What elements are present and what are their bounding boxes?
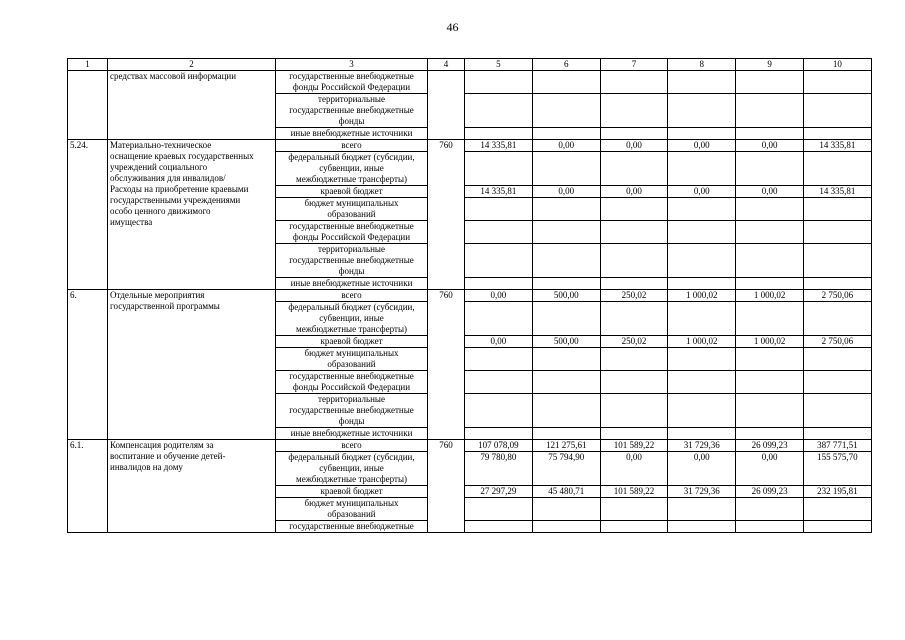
funding-source-line: межбюджетные трансферты) [296,174,407,184]
amount-cell [668,302,736,336]
amount-cell: 101 589,22 [600,486,668,498]
column-number: 3 [276,59,428,71]
funding-source-line: бюджет муниципальных [304,498,399,508]
funding-source-line: фонды [338,416,365,426]
amount-cell: 0,00 [600,452,668,486]
amount-cell [736,302,804,336]
amount-cell [532,94,600,128]
item-code: 6.1. [68,440,108,533]
item-name-line: Материально-техническое [110,140,212,150]
amount-cell [736,128,804,140]
column-number: 2 [108,59,276,71]
amount-cell [803,521,871,533]
amount-cell [736,371,804,394]
amount-cell: 31 729,36 [668,486,736,498]
amount-cell [736,498,804,521]
amount-cell [803,498,871,521]
funding-source-line: фонды Российской Федерации [292,82,411,92]
item-name-line: учреждений социального [110,162,208,172]
funding-source [276,521,428,533]
amount-cell [532,244,600,278]
funding-source [276,71,428,94]
amount-cell [600,371,668,394]
amount-cell [668,498,736,521]
funding-source-line: субвенции, иные [319,163,384,173]
amount-cell [803,428,871,440]
amount-cell: 1 000,02 [736,336,804,348]
amount-cell: 0,00 [465,336,533,348]
amount-cell [600,348,668,371]
amount-cell [600,152,668,186]
funding-source-line: краевой бюджет [320,486,383,496]
budget-table [67,58,872,533]
amount-cell [600,521,668,533]
amount-cell: 0,00 [600,140,668,152]
amount-cell [465,198,533,221]
amount-cell [532,348,600,371]
item-name [108,140,276,290]
amount-cell [465,394,533,428]
amount-cell [465,278,533,290]
funding-source-line: бюджет муниципальных [304,348,399,358]
amount-cell [736,521,804,533]
amount-cell [465,94,533,128]
amount-cell [803,394,871,428]
funding-source-line: государственные внебюджетные [289,255,414,265]
amount-cell [803,371,871,394]
amount-cell [668,521,736,533]
amount-cell [465,71,533,94]
column-number: 5 [465,59,533,71]
item-code: 6. [68,290,108,440]
amount-cell [668,94,736,128]
amount-cell [668,221,736,244]
amount-cell [600,71,668,94]
amount-cell [803,198,871,221]
funding-source [276,198,428,221]
amount-cell: 232 195,81 [803,486,871,498]
item-name-line: особо ценного движимого [110,206,211,216]
funding-source-line: субвенции, иные [319,313,384,323]
item-name [108,440,276,533]
amount-cell [803,221,871,244]
amount-cell: 250,02 [600,290,668,302]
funding-source-line: образований [327,509,376,519]
amount-cell: 250,02 [600,336,668,348]
amount-cell [532,221,600,244]
amount-cell [668,371,736,394]
amount-cell [465,428,533,440]
amount-cell [668,428,736,440]
amount-cell [532,152,600,186]
amount-cell [465,128,533,140]
column-number: 4 [428,59,465,71]
column-number-row [68,59,872,71]
amount-cell [736,198,804,221]
funding-source-line: фонды [338,266,365,276]
funding-source [276,452,428,486]
column-number: 8 [668,59,736,71]
amount-cell [803,128,871,140]
column-number: 9 [736,59,804,71]
item-name [108,71,276,140]
unit-code: 760 [428,140,465,290]
amount-cell [465,348,533,371]
amount-cell: 27 297,29 [465,486,533,498]
amount-cell: 0,00 [465,290,533,302]
item-name [108,290,276,440]
amount-cell: 14 335,81 [803,186,871,198]
funding-source-line: краевой бюджет [320,186,383,196]
amount-cell [465,371,533,394]
item-name-line: Расходы на приобретение краевыми [110,184,249,194]
amount-cell [600,394,668,428]
amount-cell [600,498,668,521]
unit-code: 760 [428,440,465,533]
amount-cell: 0,00 [736,452,804,486]
amount-cell: 14 335,81 [803,140,871,152]
amount-cell [736,428,804,440]
funding-source-line: краевой бюджет [320,336,383,346]
amount-cell: 45 480,71 [532,486,600,498]
amount-cell: 121 275,61 [532,440,600,452]
funding-source-line: всего [341,440,362,450]
amount-cell: 0,00 [532,140,600,152]
funding-source [276,244,428,278]
funding-source-line: межбюджетные трансферты) [296,474,407,484]
amount-cell [736,394,804,428]
funding-source [276,498,428,521]
funding-source [276,94,428,128]
amount-cell [600,278,668,290]
funding-source-line: государственные внебюджетные [289,371,414,381]
amount-cell: 75 794,90 [532,452,600,486]
amount-cell [736,348,804,371]
unit-code [428,71,465,140]
amount-cell [668,244,736,278]
funding-source-line: государственные внебюджетные [289,405,414,415]
funding-source [276,394,428,428]
funding-source-line: государственные внебюджетные [289,105,414,115]
funding-source [276,336,428,348]
amount-cell [803,244,871,278]
amount-cell [736,221,804,244]
amount-cell [600,244,668,278]
funding-source [276,140,428,152]
page-number: 46 [446,20,459,34]
item-code: 5.24. [68,140,108,290]
funding-source [276,186,428,198]
amount-cell [803,348,871,371]
amount-cell [465,244,533,278]
item-name-line: Компенсация родителям за [110,440,214,450]
amount-cell [736,94,804,128]
funding-source-line: государственные внебюджетные [289,71,414,81]
funding-source [276,428,428,440]
item-name-line: оснащение краевых государственных [110,151,254,161]
amount-cell [668,278,736,290]
item-name-line: воспитание и обучение детей- [110,451,226,461]
column-number: 10 [803,59,871,71]
amount-cell [532,198,600,221]
funding-source-line: государственные внебюджетные [289,221,414,231]
amount-cell [465,152,533,186]
amount-cell [668,71,736,94]
item-code [68,71,108,140]
funding-source-line: федеральный бюджет (субсидии, [288,302,415,312]
amount-cell [532,71,600,94]
funding-source-line: иные внебюджетные источники [290,278,413,288]
amount-cell: 107 078,09 [465,440,533,452]
amount-cell [736,244,804,278]
funding-source [276,348,428,371]
funding-source [276,371,428,394]
amount-cell [803,302,871,336]
amount-cell: 26 099,23 [736,486,804,498]
funding-source [276,486,428,498]
amount-cell: 26 099,23 [736,440,804,452]
amount-cell: 1 000,02 [668,290,736,302]
amount-cell [668,348,736,371]
amount-cell [736,152,804,186]
funding-source-line: фонды Российской Федерации [292,382,411,392]
funding-source-line: межбюджетные трансферты) [296,324,407,334]
funding-source-line: территориальные [318,94,385,104]
amount-cell: 387 771,51 [803,440,871,452]
funding-source-line: всего [341,290,362,300]
amount-cell [803,152,871,186]
funding-source-line: федеральный бюджет (субсидии, [288,452,415,462]
amount-cell: 0,00 [668,186,736,198]
funding-source-line: государственные внебюджетные [289,521,414,531]
amount-cell [668,128,736,140]
funding-source-line: всего [341,140,362,150]
funding-source-line: бюджет муниципальных [304,198,399,208]
amount-cell [532,394,600,428]
amount-cell: 0,00 [600,186,668,198]
amount-cell [668,198,736,221]
table-row [68,290,872,302]
amount-cell [668,394,736,428]
item-name-line: государственными учреждениями [110,195,241,205]
item-name-line: обслуживания для инвалидов/ [110,173,226,183]
amount-cell [532,428,600,440]
funding-source [276,278,428,290]
amount-cell: 1 000,02 [736,290,804,302]
unit-code: 760 [428,290,465,440]
column-number: 1 [68,59,108,71]
amount-cell [600,221,668,244]
funding-source-line: образований [327,209,376,219]
amount-cell [532,128,600,140]
amount-cell: 2 750,06 [803,336,871,348]
amount-cell [465,521,533,533]
item-name-line: государственной программы [110,301,220,311]
amount-cell [532,498,600,521]
amount-cell: 1 000,02 [668,336,736,348]
amount-cell [465,498,533,521]
amount-cell [736,278,804,290]
amount-cell [803,278,871,290]
item-name-line: средствах массовой информации [110,71,237,81]
amount-cell [465,302,533,336]
amount-cell: 0,00 [668,140,736,152]
funding-source-line: территориальные [318,244,385,254]
column-number: 6 [532,59,600,71]
funding-source-line: федеральный бюджет (субсидии, [288,152,415,162]
amount-cell [600,94,668,128]
amount-cell [803,71,871,94]
amount-cell: 14 335,81 [465,186,533,198]
amount-cell [600,198,668,221]
amount-cell: 500,00 [532,290,600,302]
amount-cell [668,152,736,186]
amount-cell: 0,00 [736,186,804,198]
amount-cell: 31 729,36 [668,440,736,452]
funding-source-line: субвенции, иные [319,463,384,473]
funding-source-line: иные внебюджетные источники [290,428,413,438]
column-number: 7 [600,59,668,71]
amount-cell [532,521,600,533]
funding-source-line: иные внебюджетные источники [290,128,413,138]
amount-cell [532,278,600,290]
amount-cell [736,71,804,94]
amount-cell: 79 780,80 [465,452,533,486]
funding-source [276,128,428,140]
amount-cell [600,128,668,140]
amount-cell [600,428,668,440]
amount-cell [532,371,600,394]
funding-source-line: фонды Российской Федерации [292,232,411,242]
table-row [68,440,872,452]
funding-source-line: образований [327,359,376,369]
amount-cell [465,221,533,244]
funding-source [276,440,428,452]
table-row [68,140,872,152]
funding-source [276,221,428,244]
funding-source-line: территориальные [318,394,385,404]
funding-source [276,290,428,302]
funding-source [276,302,428,336]
amount-cell [532,302,600,336]
amount-cell [803,94,871,128]
table-row [68,71,872,94]
amount-cell: 0,00 [668,452,736,486]
amount-cell: 101 589,22 [600,440,668,452]
amount-cell [600,302,668,336]
amount-cell: 0,00 [532,186,600,198]
amount-cell: 0,00 [736,140,804,152]
amount-cell: 14 335,81 [465,140,533,152]
item-name-line: Отдельные мероприятия [110,290,205,300]
item-name-line: инвалидов на дому [110,462,183,472]
funding-source-line: фонды [338,116,365,126]
amount-cell: 155 575,70 [803,452,871,486]
amount-cell: 500,00 [532,336,600,348]
item-name-line: имущества [110,217,153,227]
funding-source [276,152,428,186]
amount-cell: 2 750,06 [803,290,871,302]
